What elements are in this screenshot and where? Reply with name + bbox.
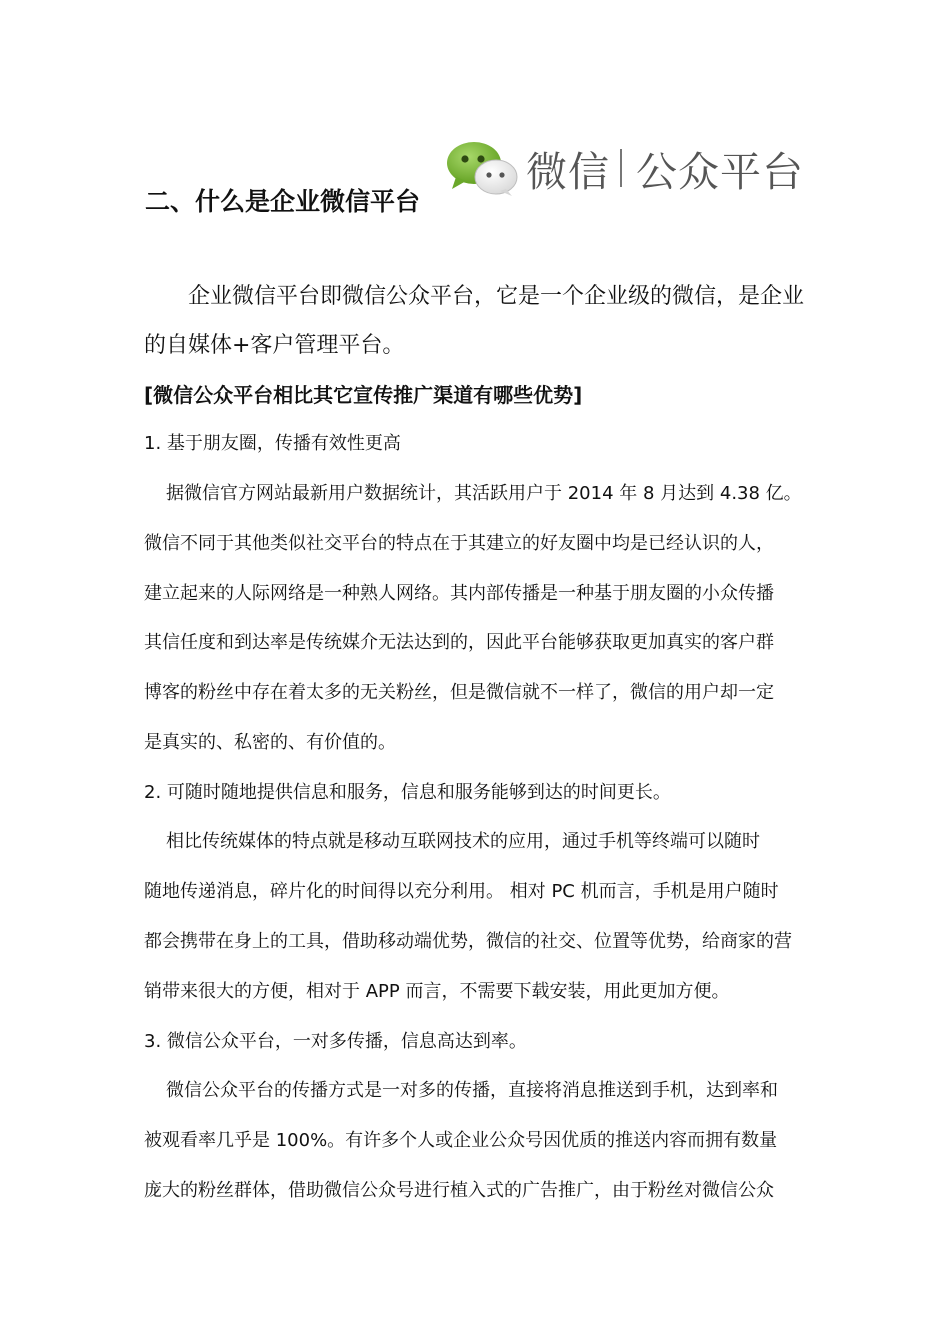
logo-product-text: 公众平台 <box>636 147 804 196</box>
point-1-line-5: 博客的粉丝中存在着太多的无关粉丝，但是微信就不一样了，微信的用户却一定 <box>144 682 774 703</box>
section-title: 二、什么是企业微信平台 <box>145 187 421 216</box>
logo-brand-text: 微信 <box>526 147 610 196</box>
intro-line-1: 企业微信平台即微信公众平台，它是一个企业级的微信，是企业 <box>188 284 805 309</box>
advantages-heading: [微信公众平台相比其它宣传推广渠道有哪些优势] <box>144 383 583 407</box>
point-1-line-6: 是真实的、私密的、有价值的。 <box>144 732 396 753</box>
wechat-logo-text <box>526 139 804 198</box>
point-2-title: 2. 可随时随地提供信息和服务，信息和服务能够到达的时间更长。 <box>144 782 671 803</box>
point-3-line-2: 被观看率几乎是 100%。有许多个人或企业公众号因优质的推送内容而拥有数量 <box>144 1130 778 1151</box>
logo-divider <box>620 149 622 187</box>
point-1-line-1: 据微信官方网站最新用户数据统计，其活跃用户于 2014 年 8 月达到 4.38 亿。 <box>166 483 802 504</box>
point-2-line-2: 随地传递消息，碎片化的时间得以充分利用。 相对 PC 机而言，手机是用户随时 <box>144 881 779 902</box>
point-2-line-4: 销带来很大的方便，相对于 APP 而言，不需要下载安装，用此更加方便。 <box>144 981 730 1002</box>
intro-line-2: 的自媒体+客户管理平台。 <box>144 333 405 358</box>
wechat-bubbles-icon <box>444 139 520 197</box>
point-2-line-1: 相比传统媒体的特点就是移动互联网技术的应用，通过手机等终端可以随时 <box>166 831 760 852</box>
point-3-line-3: 庞大的粉丝群体，借助微信公众号进行植入式的广告推广，由于粉丝对微信公众 <box>144 1180 774 1201</box>
point-1-line-3: 建立起来的人际网络是一种熟人网络。其内部传播是一种基于朋友圈的小众传播 <box>144 583 774 604</box>
point-2-line-3: 都会携带在身上的工具，借助移动端优势，微信的社交、位置等优势，给商家的营 <box>144 931 792 952</box>
point-3-title: 3. 微信公众平台，一对多传播，信息高达到率。 <box>144 1031 527 1052</box>
wechat-logo <box>444 138 804 198</box>
point-1-line-4: 其信任度和到达率是传统媒介无法达到的，因此平台能够获取更加真实的客户群 <box>144 632 774 653</box>
point-1-line-2: 微信不同于其他类似社交平台的特点在于其建立的好友圈中均是已经认识的人， <box>144 533 774 554</box>
point-1-title: 1. 基于朋友圈，传播有效性更高 <box>144 433 401 454</box>
point-3-line-1: 微信公众平台的传播方式是一对多的传播，直接将消息推送到手机，达到率和 <box>166 1080 778 1101</box>
